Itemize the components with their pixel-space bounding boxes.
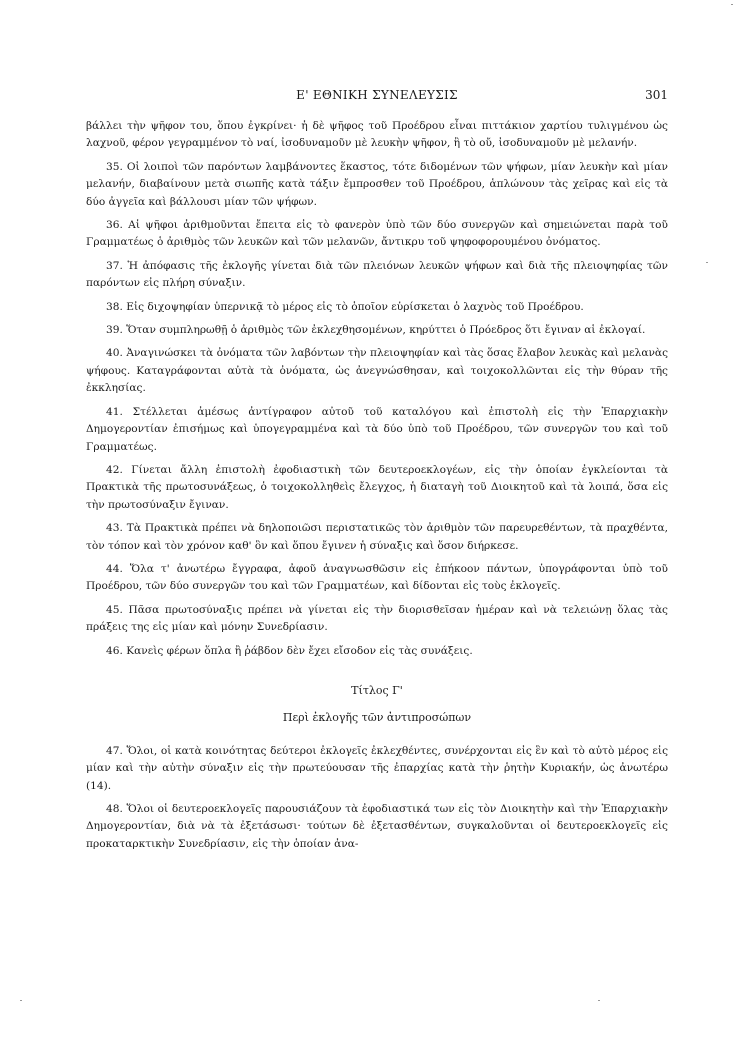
paragraph-35: 35. Οἱ λοιποὶ τῶν παρόντων λαμβάνοντες ἕκαστος, τότε διδομένων τῶν ψήφων, μίαν λευκὴν καὶ μίαν μελανήν, διαβαίνουν μετὰ σιωπῆς κατὰ τάξιν ἔμπροσθεν τοῦ Προέδρου, ἁπλώνουν τὰς χεῖρας καὶ εἰς τὰ δύο ἀγγεῖα καὶ βάλλουσι μίαν τῶν ψήφων. [86,160,668,208]
section-title: Τίτλος Γ' [351,683,403,697]
paragraph-45: 45. Πᾶσα πρωτοσύναξις πρέπει νὰ γίνεται εἰς τὴν διορισθεῖσαν ἡμέραν καὶ νὰ τελειώνῃ ὅλας τὰς πράξεις της εἰς μίαν καὶ μόνην Συνεδρίασιν. [86,603,668,634]
paragraph-continuation: βάλλει τὴν ψῆφον του, ὅπου ἐγκρίνει· ἡ δὲ ψῆφος τοῦ Προέδρου εἶναι πιττάκιον χαρτίου τυλιγμένου ὡς λαχνοῦ, φέρον γεγραμμένον τὸ ναί, ἰσοδυναμοῦν μὲ λευκὴν ψῆφον, ἢ τὸ οὔ, ἰσοδυναμοῦν μὲ μελανήν. [86,120,668,150]
paragraph-42: 42. Γίνεται ἄλλη ἐπιστολὴ ἐφοδιαστικὴ τῶν δευτεροεκλογέων, εἰς τὴν ὁποίαν ἐγκλείονται τὰ Πρακτικὰ τῆς πρωτοσυνάξεως, ὁ τοιχοκολληθεὶς ἔλεγχος, ἡ διαταγὴ τοῦ Διοικητοῦ καὶ τὰ λοιπά, ὅσα εἰς τὴν πρωτοσύναξιν ἔγιναν. [86,463,668,511]
paragraph-48: 48. Ὅλοι οἱ δευτεροεκλογεῖς παρουσιάζουν τὰ ἐφοδιαστικά των εἰς τὸν Διοικητὴν καὶ τὴν Ἐπαρχιακὴν Δημογεροντίαν, διὰ νὰ τὰ ἐξετάσωσι· τούτων δὲ ἐξετασθέντων, συγκαλοῦνται οἱ δευτεροεκλογεῖς εἰς προκαταρκτικὴν Συνεδρίασιν, εἰς τὴν ὁποίαν ἀνα- [86,803,668,850]
paragraph-37: 37. Ἡ ἀπόφασις τῆς ἐκλογῆς γίνεται διὰ τῶν πλειόνων λευκῶν ψήφων καὶ διὰ τῆς πλειοψηφίας τῶν παρόντων εἰς πλήρη σύναξιν. [86,259,668,290]
header-title: Ε' ΕΘΝΙΚΗ ΣΥΝΕΛΕΥΣΙΣ [296,88,458,102]
paragraph-38: 38. Εἰς διχοψηφίαν ὑπερνικᾷ τὸ μέρος εἰς τὸ ὁποῖον εὑρίσκεται ὁ λαχνὸς τοῦ Προέδρου. [106,300,584,313]
paragraph-39: 39. Ὅταν συμπληρωθῇ ὁ ἀριθμὸς τῶν ἐκλεχθησομένων, κηρύττει ὁ Πρόεδρος ὅτι ἔγιναν αἱ ἐκλογαί. [106,324,646,337]
document-body [86,118,668,853]
paragraph-40: 40. Ἀναγινώσκει τὰ ὀνόματα τῶν λαβόντων τὴν πλειοψηφίαν καὶ τὰς ὅσας ἔλαβον λευκὰς καὶ μελανὰς ψήφους. Καταγράφονται αὐτὰ τὰ ὀνόματα, ὡς ἀνεγνώσθησαν, καὶ τοιχοκολλῶνται εἰς τὴν θύραν τῆς ἐκκλησίας. [86,347,668,395]
paragraph-47: 47. Ὅλοι, οἱ κατὰ κοινότητας δεύτεροι ἐκλογεῖς ἐκλεχθέντες, συνέρχονται εἰς ἓν καὶ τὸ αὐτὸ μέρος εἰς μίαν καὶ τὴν αὐτὴν σύναξιν εἰς τὴν πρωτεύουσαν τῆς ἐπαρχίας κατὰ τὴν ῥητὴν Κυριακήν, ὡς ἀνωτέρω (14). [86,744,668,792]
page-number: 301 [645,88,668,102]
scan-speck [20,1000,22,1001]
paragraph-36: 36. Αἱ ψῆφοι ἀριθμοῦνται ἔπειτα εἰς τὸ φανερὸν ὑπὸ τῶν δύο συνεργῶν καὶ σημειώνεται παρὰ τοῦ Γραμματέως ὁ ἀριθμὸς τῶν λευκῶν καὶ τῶν μελανῶν, ἄντικρυ τοῦ ψηφοφορουμένου ὀνόματος. [86,219,668,249]
section-subtitle: Περὶ ἐκλογῆς τῶν ἀντιπροσώπων [282,711,472,725]
paragraph-41: 41. Στέλλεται ἀμέσως ἀντίγραφον αὐτοῦ τοῦ καταλόγου καὶ ἐπιστολὴ εἰς τὴν Ἐπαρχιακὴν Δημογεροντίαν ἐπισήμως καὶ ὑπογεγραμμένα καὶ τὰ δύο ὑπὸ τοῦ Προέδρου, τῶν συνεργῶν του καὶ τοῦ Γραμματέως. [86,405,668,453]
scan-speck [731,4,733,5]
scan-speck [706,262,708,263]
paragraph-43: 43. Τὰ Πρακτικὰ πρέπει νὰ δηλοποιῶσι περιστατικῶς τὸν ἀριθμὸν τῶν παρευρεθέντων, τὰ πραχθέντα, τὸν τόπον καὶ τὸν χρόνον καθ' ὃν καὶ ὅπου ἔγινεν ἡ σύναξις καὶ ὅσον διήρκεσε. [86,522,668,552]
paragraph-44: 44. Ὅλα τ' ἀνωτέρω ἔγγραφα, ἀφοῦ ἀναγνωσθῶσιν εἰς ἐπήκοον πάντων, ὑπογράφονται ὑπὸ τοῦ Προέδρου, τῶν δύο συνεργῶν του καὶ τῶν Γραμματέων, καὶ δίδονται εἰς τοὺς ἐκλογεῖς. [86,562,668,593]
document-page [86,88,668,859]
scan-speck [598,1000,600,1001]
paragraph-46: 46. Κανεὶς φέρων ὅπλα ἢ ῥάβδον δὲν ἔχει εἴσοδον εἰς τὰς συνάξεις. [106,644,473,657]
running-header [86,88,668,110]
